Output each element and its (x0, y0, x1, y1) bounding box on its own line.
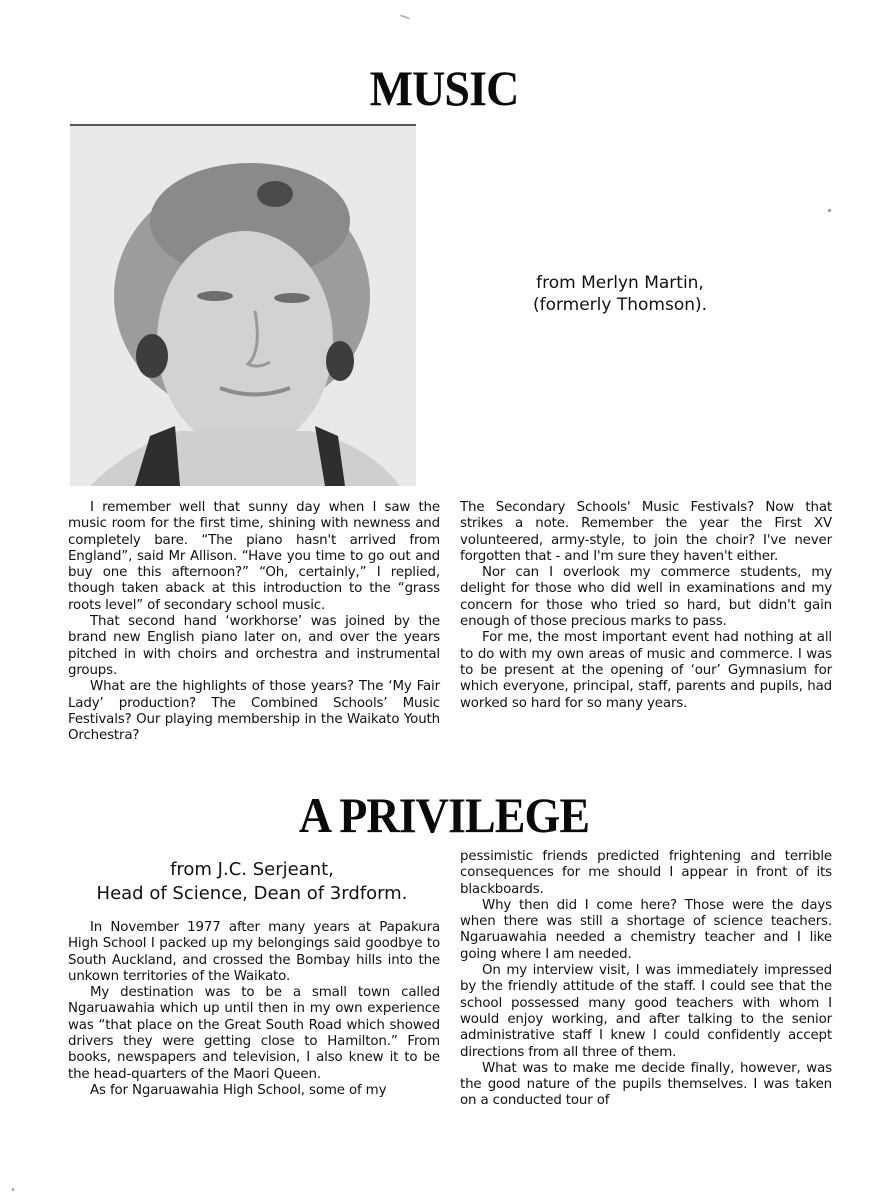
privilege-column-left (68, 920, 440, 1099)
scan-speck (400, 14, 410, 19)
paragraph: The Secondary Schools' Music Festivals? Now that strikes a note. Remember the year the First XV volunteered, army-style, to join the choir? I've never forgotten that - and I'm sure they haven't either. (460, 500, 832, 564)
paragraph: In November 1977 after many years at Papakura High School I packed up my belongings said goodbye to South Auckland, and crossed the Bombay hills into the unkown territories of the Waikato. (68, 920, 440, 984)
privilege-column-right (460, 849, 832, 1110)
portrait-image (70, 126, 416, 486)
music-byline-note: (formerly Thomson). (532, 295, 708, 315)
privilege-byline-author: from J.C. Serjeant, (170, 859, 334, 880)
portrait-photo (70, 124, 416, 486)
paragraph: On my interview visit, I was immediately impressed by the friendly attitude of the staff. I could see that the school possessed many good teachers with whom I would enjoy working, and after talking to the senior administrative staff I knew I could confidently accept directions from all three of them. (460, 963, 832, 1060)
scan-speck (828, 209, 831, 212)
paragraph: For me, the most important event had nothing at all to do with my own areas of music and commerce. I was to be present at the opening of ‘our’ Gymnasium for which everyone, principal, staff, parents and pupils, had worked so hard for so many years. (460, 630, 832, 711)
privilege-byline-role: Head of Science, Dean of 3rdform. (96, 883, 408, 904)
music-byline (470, 272, 770, 316)
music-column-left (68, 500, 440, 744)
privilege-heading: A PRIVILEGE (298, 787, 590, 843)
paragraph: What are the highlights of those years? The ‘My Fair Lady’ production? The Combined Schools’ Music Festivals? Our playing membership in the Waikato Youth Orchestra? (68, 679, 440, 744)
privilege-byline (62, 858, 442, 906)
music-column-right (460, 500, 832, 712)
paragraph: Why then did I come here? Those were the days when there was still a shortage of science teachers. Ngaruawahia needed a chemistry teacher and I like going where I am needed. (460, 897, 832, 962)
paragraph: As for Ngaruawahia High School, some of my (90, 1082, 387, 1098)
music-heading: MUSIC (369, 60, 519, 116)
music-byline-author: from Merlyn Martin, (536, 273, 704, 293)
scan-speck (12, 1188, 14, 1191)
paragraph: Nor can I overlook my commerce students, my delight for those who did well in examinations and my concern for those who tried so hard, but didn't gain enough of those precious marks to pass. (460, 565, 832, 630)
paragraph: What was to make me decide finally, however, was the good nature of the pupils themselves. I was taken on a conducted tour of (460, 1060, 832, 1109)
paragraph: I remember well that sunny day when I saw the music room for the first time, shining with newness and completely bare. “The piano hasn't arrived from England”, said Mr Allison. “Have you time to go out and buy one this afternoon?” “Oh, certainly,” I replied, though taken aback at this introduction to the “grass roots level” of secondary school music. (68, 500, 440, 613)
paragraph: My destination was to be a small town called Ngaruawahia which up until then in my own experience was “that place on the Great South Road which showed drivers they were getting close to Hamilton.” From books, newspapers and television, I also knew it to be the head-quarters of the Maori Queen. (68, 985, 440, 1082)
paragraph: That second hand ‘workhorse’ was joined by the brand new English piano later on, and over the years pitched in with choirs and orchestra and instrumental groups. (68, 614, 440, 678)
paragraph: pessimistic friends predicted frightening and terrible consequences for me should I appear in front of its blackboards. (460, 849, 832, 897)
